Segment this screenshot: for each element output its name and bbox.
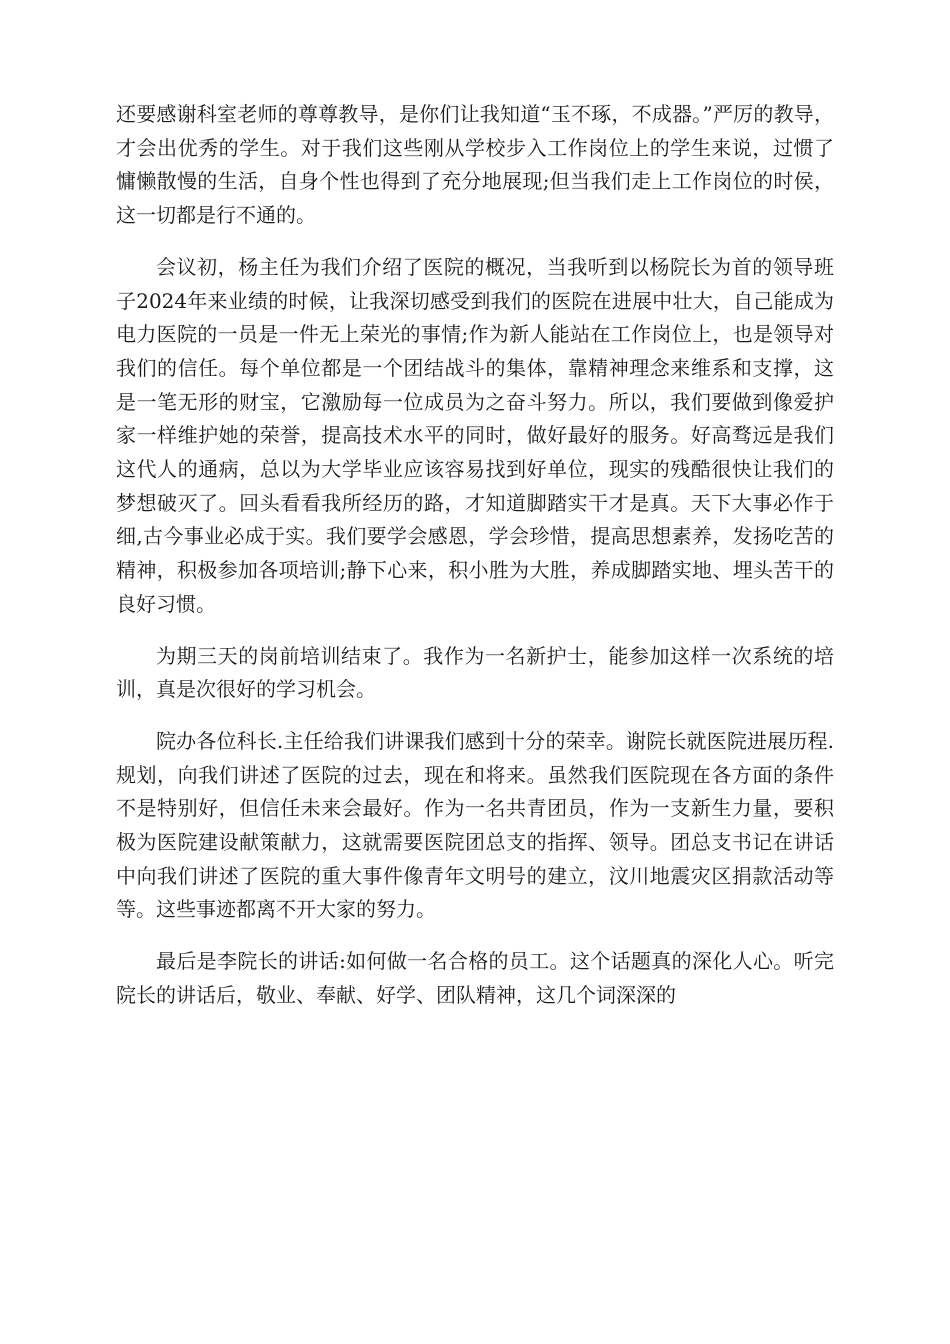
paragraph-2: 会议初，杨主任为我们介绍了医院的概况，当我听到以杨院长为首的领导班子2024年来业绩的时候，让我深切感受到我们的医院在进展中壮大，自己能成为电力医院的一员是一件无上荣光的事情;作为新人能站在工作岗位上，也是领导对我们的信任。每个单位都是一个团结战斗的集体，靠精神理念来维系和支撑，这是一笔无形的财宝，它激励每一位成员为之奋斗努力。所以，我们要做到像爱护家一样维护她的荣誉，提高技术水平的同时，做好最好的服务。好高骛远是我们这代人的通病，总以为大学毕业应该容易找到好单位，现实的残酷很快让我们的梦想破灭了。回头看看我所经历的路，才知道脚踏实干才是真。天下大事必作于细,古今事业必成于实。我们要学会感恩，学会珍惜，提高思想素养，发扬吃苦的精神，积极参加各项培训;静下心来，积小胜为大胜，养成脚踏实地、埋头苦干的良好习惯。 xyxy=(116,254,834,616)
paragraph-4: 院办各位科长.主任给我们讲课我们感到十分的荣幸。谢院长就医院进展历程.规划，向我们讲述了医院的过去，现在和将来。虽然我们医院现在各方面的条件不是特别好，但信任未来会最好。作为一名共青团员，作为一支新生力量，要积极为医院建设献策献力，这就需要医院团总支的指挥、领导。团总支书记在讲话中向我们讲述了医院的重大事件像青年文明号的建立，汶川地震灾区捐款活动等等。这些事迹都离不开大家的努力。 xyxy=(116,728,834,922)
paragraph-1: 还要感谢科室老师的尊尊教导，是你们让我知道“玉不琢，不成器。”严厉的教导，才会出优秀的学生。对于我们这些刚从学校步入工作岗位上的学生来说，过惯了慵懒散慢的生活，自身个性也得到了充分地展现;但当我们走上工作岗位的时侯，这一切都是行不通的。 xyxy=(116,102,834,228)
paragraph-5: 最后是李院长的讲话:如何做一名合格的员工。这个话题真的深化人心。听完院长的讲话后，敬业、奉献、好学、团队精神，这几个词深深的 xyxy=(116,949,834,1007)
paragraph-3: 为期三天的岗前培训结束了。我作为一名新护士，能参加这样一次系统的培训，真是次很好的学习机会。 xyxy=(116,643,834,702)
document-page xyxy=(116,98,834,1031)
